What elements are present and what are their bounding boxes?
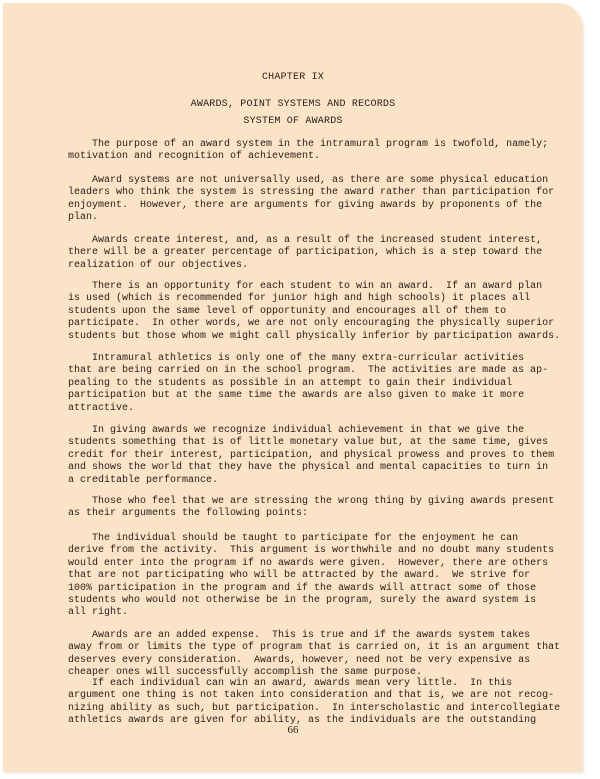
text-line: and shows the world that they have the physical and mental capacities to turn in: [68, 462, 549, 474]
text-line: pealing to the students as possible in an attempt to gain their individual: [68, 377, 513, 389]
text-line: leaders who think the system is stressing the award rather than participation for: [68, 187, 555, 199]
text-line: Awards are an added expense. This is true and if the awards system takes: [68, 630, 531, 641]
text-line: The purpose of an award system in the intramural program is twofold, namely;: [68, 139, 549, 150]
text-line: that are not participating who will be attracted by the award. We strive for: [68, 570, 531, 582]
text-line: Those who feel that we are stressing the wrong thing by giving awards present: [68, 496, 555, 507]
paragraph: [68, 235, 543, 272]
text-line: students who would not otherwise be in the program, surely the award system is: [68, 595, 537, 607]
text-line: as their arguments the following points:: [68, 508, 309, 520]
text-line: There is an opportunity for each student to win an award. If an award plan: [68, 281, 543, 292]
text-line: is used (which is recommended for junior high and high schools) it places all: [68, 293, 531, 305]
paragraph: [68, 425, 555, 487]
paragraph: [68, 496, 555, 521]
text-line: attractive.: [68, 402, 135, 414]
text-line: If each individual can win an award, awards mean very little. In this: [68, 678, 513, 689]
text-line: a creditable performance.: [68, 474, 219, 486]
text-line: deserves every consideration. Awards, however, need not be very expensive as: [68, 654, 531, 666]
text-line: realization of our objectives.: [68, 259, 249, 271]
text-line: derive from the activity. This argument is worthwhile and no doubt many students: [68, 545, 555, 557]
text-line: would enter into the program if no awards were given. However, there are others: [68, 557, 549, 569]
text-line: all right.: [68, 607, 129, 619]
paragraph: [68, 139, 549, 164]
text-line: Award systems are not universally used, as there are some physical education: [68, 175, 549, 186]
paragraph: [68, 630, 561, 680]
text-line: students upon the same level of opportunity and encourages all of them to: [68, 305, 507, 317]
text-line: away from or limits the type of program that is carried on, it is an argument that: [68, 642, 561, 654]
text-line: cheaper ones will successfully accomplish the same purpose.: [68, 667, 423, 679]
text-line: athletics awards are given for ability, as the individuals are the outstanding: [68, 715, 537, 727]
chapter-heading: CHAPTER IX: [261, 72, 324, 83]
paragraph: [68, 175, 555, 225]
paragraph: [68, 678, 561, 728]
paragraph: [68, 353, 549, 415]
text-line: In giving awards we recognize individual achievement in that we give the: [68, 425, 525, 436]
section-heading: SYSTEM OF AWARDS: [243, 116, 343, 127]
page-number: 66: [287, 724, 299, 736]
text-line: enjoyment. However, there are arguments for giving awards by proponents of the: [68, 199, 543, 211]
text-line: participate. In other words, we are not only encouraging the physically superior: [68, 318, 555, 330]
text-line: credit for their interest, participation, and physical prowess and proves to them: [68, 449, 555, 461]
text-line: Awards create interest, and, as a result of the increased student interest,: [68, 235, 543, 246]
text-line: Intramural athletics is only one of the many extra-curricular activities: [68, 353, 525, 364]
text-line: The individual should be taught to participate for the enjoyment he can: [68, 533, 519, 544]
text-line: participation but at the same time the awards are also given to make it more: [68, 390, 525, 402]
text-line: nizing ability as such, but participation. In interscholastic and intercollegiate: [68, 702, 561, 714]
paragraph: [68, 533, 555, 620]
text-line: 100% participation in the program and if the awards will attract some of those: [68, 582, 537, 594]
text-line: motivation and recognition of achievement.: [68, 151, 321, 163]
text-line: students but those whom we might call physically inferior by participation awards.: [68, 330, 561, 342]
text-line: there will be a greater percentage of participation, which is a step toward the: [68, 247, 543, 259]
text-line: argument one thing is not taken into consideration and that is, we are not recog-: [68, 690, 555, 702]
text-line: that are being carried on in the school program. The activities are made as ap-: [68, 365, 549, 377]
document-page: [3, 3, 583, 772]
paragraph: [68, 281, 561, 343]
text-line: students something that is of little monetary value but, at the same time, gives: [68, 437, 549, 449]
text-line: plan.: [68, 212, 99, 224]
chapter-title: AWARDS, POINT SYSTEMS AND RECORDS: [190, 99, 396, 110]
